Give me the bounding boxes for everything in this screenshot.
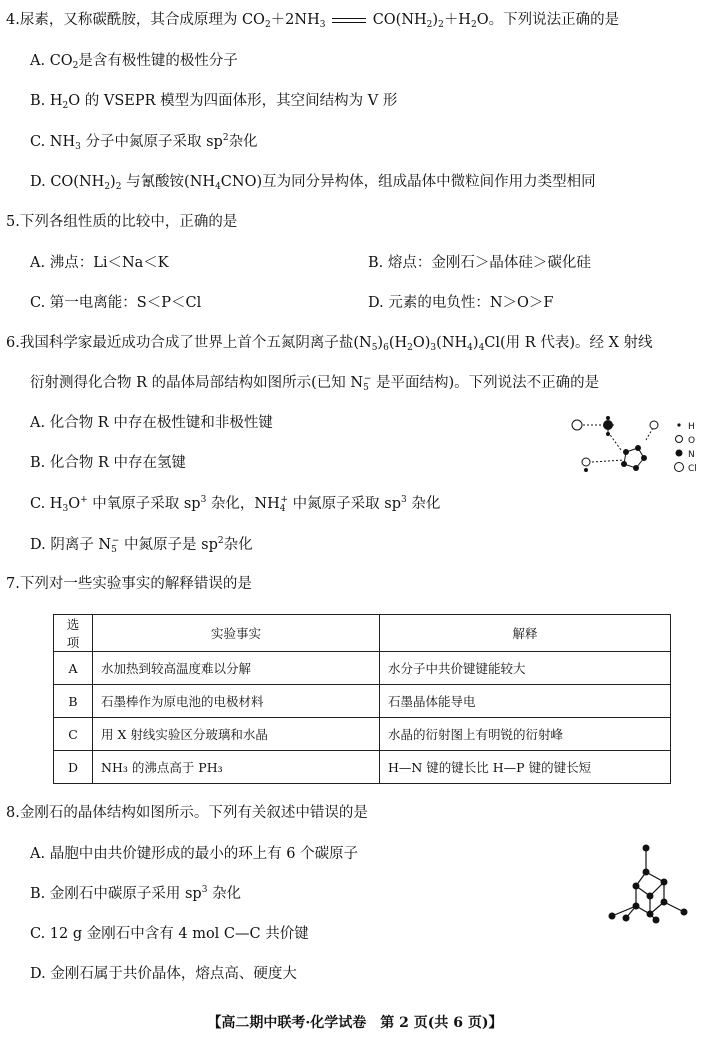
subscript: 2 — [407, 343, 413, 353]
table-cell: 石墨棒作为原电池的电极材料 — [93, 685, 380, 718]
superscript: − — [111, 536, 120, 546]
q6-option-d — [30, 535, 253, 555]
option-text: C. NH — [30, 134, 76, 150]
crystal-structure-figure — [566, 410, 706, 485]
arrow-equals-icon — [332, 18, 366, 23]
superscript: − — [363, 374, 372, 384]
option-text: ) — [110, 174, 116, 190]
subscript: 3 — [430, 343, 437, 353]
q4-option-c — [30, 132, 258, 152]
subscript: 2 — [115, 182, 122, 192]
table-header: 实验事实 — [93, 615, 380, 652]
legend-icons — [673, 418, 685, 474]
superscript: 2 — [217, 536, 224, 546]
subscript: 5 — [111, 545, 117, 555]
table-header: 选项 — [54, 615, 93, 652]
legend-n: N — [688, 450, 695, 460]
subscript: 2 — [264, 20, 271, 30]
q6-stem-text: (NH — [436, 335, 468, 351]
q5-option-c: C. 第一电离能：S＜P＜Cl — [30, 295, 202, 311]
q8-option-d: D. 金刚石属于共价晶体，熔点高、硬度大 — [30, 966, 297, 982]
q5-option-d: D. 元素的电负性：N＞O＞F — [368, 295, 554, 311]
q6-stem-text: ) — [377, 335, 384, 351]
q6-stem-text: O) — [412, 335, 431, 351]
subscript: 4 — [478, 343, 485, 353]
q5-stem: 5.下列各组性质的比较中，正确的是 — [6, 214, 238, 230]
q4-option-a — [30, 51, 238, 71]
subscript: 2 — [72, 61, 79, 71]
table-cell: C — [54, 718, 93, 751]
q6-option-c — [30, 494, 440, 514]
q5-option-b: B. 熔点：金刚石＞晶体硅＞碳化硅 — [368, 255, 591, 271]
table-cell: 用 X 射线实验区分玻璃和水晶 — [93, 718, 380, 751]
option-text: 分子中氮原子采取 sp — [85, 134, 223, 150]
q6-option-a: A. 化合物 R 中存在极性键和非极性键 — [30, 415, 273, 431]
q6-stem-line1 — [6, 333, 653, 353]
option-text: B. 金刚石中碳原子采用 sp — [30, 886, 202, 902]
option-text: 中氮原子采取 sp — [292, 496, 401, 512]
legend-h: H — [688, 422, 695, 432]
q4-stem-text: CO(NH — [372, 12, 427, 28]
table-row — [54, 685, 671, 718]
superscript: 3 — [401, 495, 407, 505]
subscript: 5 — [371, 343, 378, 353]
superscript: + — [80, 495, 88, 505]
option-text: B. H — [30, 93, 63, 109]
superscript: 3 — [201, 885, 208, 895]
table-row — [54, 718, 671, 751]
q6-stem-line2 — [30, 373, 599, 393]
subscript: 2 — [62, 101, 69, 111]
table-row — [54, 652, 671, 685]
superscript: 2 — [222, 133, 229, 143]
superscript: + — [280, 495, 289, 505]
legend-cl: Cl — [688, 464, 697, 474]
option-text: D. CO(NH — [30, 174, 105, 190]
q6-option-b: B. 化合物 R 中存在氢键 — [30, 455, 187, 471]
table-cell: H—N 键的键长比 H—P 键的键长短 — [380, 751, 671, 784]
table-cell: B — [54, 685, 93, 718]
q4-option-d — [30, 172, 596, 192]
option-text: 是含有极性键的极性分子 — [78, 53, 238, 69]
table-cell: 水分子中共价键键能较大 — [380, 652, 671, 685]
q4-stem-text: 4.尿素，又称碳酰胺，其合成原理为 CO — [6, 12, 265, 28]
legend-o: O — [688, 436, 696, 446]
q5-option-a: A. 沸点：Li＜Na＜K — [30, 255, 169, 271]
q7-stem: 7.下列对一些实验事实的解释错误的是 — [6, 576, 252, 592]
experiment-table — [53, 614, 671, 784]
option-text: 杂化 — [411, 496, 441, 512]
option-text: CNO)互为同分异构体，组成晶体中微粒间作用力类型相同 — [220, 174, 596, 190]
option-text: A. CO — [30, 53, 73, 69]
q4-stem-text: ＋H — [443, 12, 471, 28]
option-text: 杂化 — [228, 134, 258, 150]
q8-stem: 8.金刚石的晶体结构如图所示。下列有关叙述中错误的是 — [6, 805, 368, 821]
q6-stem-text: 是平面结构)。下列说法不正确的是 — [375, 375, 600, 391]
table-cell: D — [54, 751, 93, 784]
q4-stem — [6, 10, 619, 30]
option-text: 杂化 — [223, 537, 253, 553]
q6-stem-text: ) — [472, 335, 479, 351]
option-text: 中氮原子是 sp — [124, 537, 218, 553]
option-text: O — [68, 496, 81, 512]
table-row — [54, 751, 671, 784]
option-text: C. H — [30, 496, 63, 512]
subscript: 2 — [470, 20, 477, 30]
subscript: 3 — [319, 20, 326, 30]
subscript: 2 — [104, 182, 111, 192]
table-cell: 石墨晶体能导电 — [380, 685, 671, 718]
page-footer: 【高二期中联考·化学试卷 第 2 页(共 6 页)】 — [207, 1015, 503, 1031]
q6-stem-text: Cl(用 R 代表)。经 X 射线 — [484, 335, 653, 351]
subscript: 6 — [383, 343, 389, 353]
q8-option-a: A. 晶胞中由共价键形成的最小的环上有 6 个碳原子 — [30, 846, 359, 862]
option-text: 中氧原子采取 sp — [92, 496, 201, 512]
option-text: 杂化，NH — [210, 496, 280, 512]
q8-option-c: C. 12 g 金刚石中含有 4 mol C—C 共价键 — [30, 926, 309, 942]
table-cell: A — [54, 652, 93, 685]
superscript: 3 — [200, 495, 207, 505]
table-header: 解释 — [380, 615, 671, 652]
q4-option-b — [30, 91, 397, 111]
legend-labels — [688, 420, 697, 476]
subscript: 3 — [75, 142, 81, 152]
diamond-structure-figure — [600, 840, 690, 930]
subscript: 4 — [467, 343, 473, 353]
subscript: 2 — [438, 20, 444, 30]
q4-stem-text: ＋2NH — [270, 12, 320, 28]
q6-stem-text: 衍射测得化合物 R 的晶体局部结构如图所示(已知 N — [30, 375, 364, 391]
subscript: 4 — [215, 182, 221, 192]
subscript: 2 — [426, 20, 433, 30]
option-text: D. 阴离子 N — [30, 537, 112, 553]
table-cell: 水晶的衍射图上有明锐的衍射峰 — [380, 718, 671, 751]
option-text: O 的 VSEPR 模型为四面体形，其空间结构为 V 形 — [68, 93, 398, 109]
subscript: 5 — [363, 383, 369, 393]
table-header-row — [54, 615, 671, 652]
subscript: 4 — [279, 504, 286, 514]
table-cell: NH₃ 的沸点高于 PH₃ — [93, 751, 380, 784]
subscript: 3 — [62, 504, 69, 514]
table-cell: 水加热到较高温度难以分解 — [93, 652, 380, 685]
q4-stem-text: ) — [432, 12, 439, 28]
q6-stem-text: 6.我国科学家最近成功合成了世界上首个五氮阴离子盐(N — [6, 335, 372, 351]
option-text: 与氰酸铵(NH — [126, 174, 216, 190]
q8-option-b — [30, 884, 241, 904]
q4-stem-text: O。下列说法正确的是 — [476, 12, 620, 28]
q6-stem-text: (H — [388, 335, 408, 351]
option-text: 杂化 — [212, 886, 242, 902]
